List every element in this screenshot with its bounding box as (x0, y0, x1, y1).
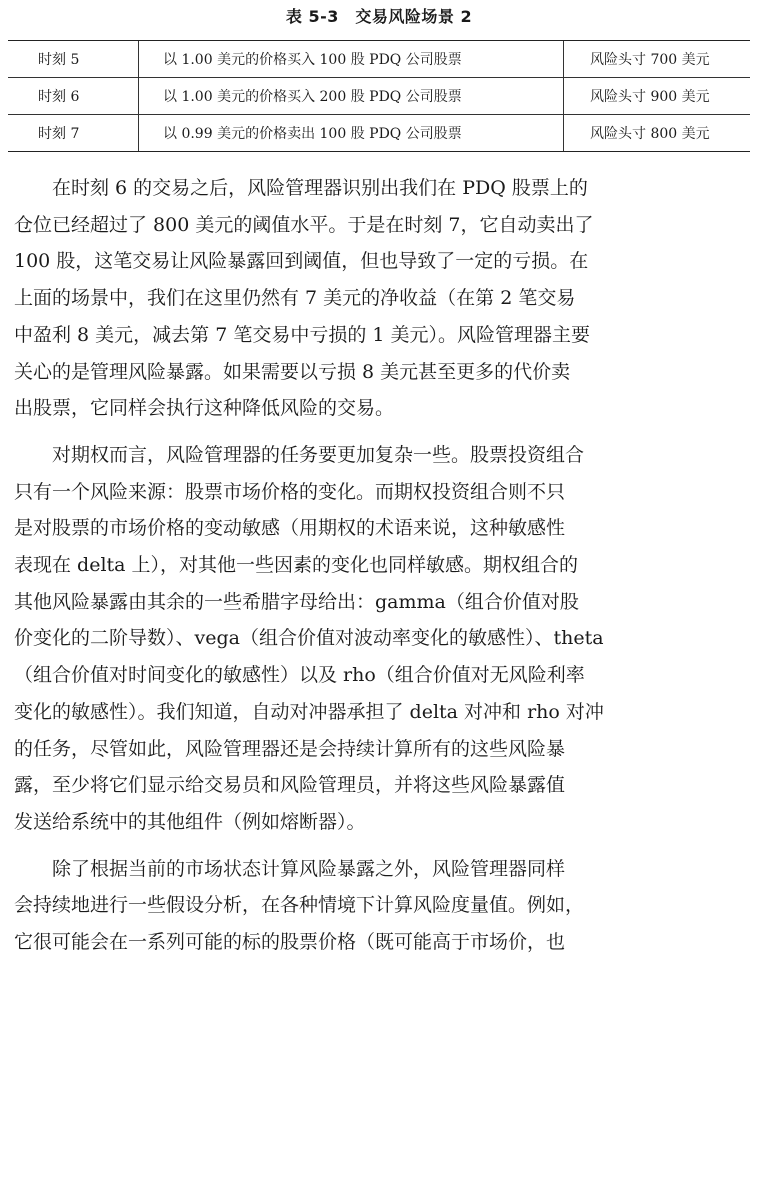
text-line: 价变化的二阶导数）、vega（组合价值对波动率变化的敏感性）、theta (14, 627, 604, 650)
paragraph-2 (14, 437, 744, 841)
text-line: 中盈利 8 美元，减去第 7 笔交易中亏损的 1 美元）。风险管理器主要 (14, 323, 591, 346)
text-line: 的任务，尽管如此，风险管理器还是会持续计算所有的这些风险暴 (14, 737, 566, 760)
text-line: 仓位已经超过了 800 美元的阈值水平。于是在时刻 7，它自动卖出了 (14, 213, 594, 236)
time-cell: 时刻 7 (8, 115, 139, 152)
table-row (8, 115, 750, 152)
text-line: 它很可能会在一系列可能的标的股票价格（既可能高于市场价，也 (14, 931, 566, 954)
text-line: （组合价值对时间变化的敏感性）以及 rho（组合价值对无风险利率 (14, 664, 585, 687)
text-line: 表现在 delta 上），对其他一些因素的变化也同样敏感。期权组合的 (14, 554, 579, 577)
text-line: 100 股，这笔交易让风险暴露回到阈值，但也导致了一定的亏损。在 (14, 250, 589, 273)
action-cell: 以 1.00 美元的价格买入 100 股 PDQ 公司股票 (139, 41, 564, 78)
position-cell: 风险头寸 900 美元 (564, 78, 751, 115)
text-line: 变化的敏感性）。我们知道，自动对冲器承担了 delta 对冲和 rho 对冲 (14, 700, 604, 723)
text-line: 关心的是管理风险暴露。如果需要以亏损 8 美元甚至更多的代价卖 (14, 360, 571, 383)
risk-scenario-table (8, 40, 750, 152)
action-cell: 以 1.00 美元的价格买入 200 股 PDQ 公司股票 (139, 78, 564, 115)
text-line: 除了根据当前的市场状态计算风险暴露之外，风险管理器同样 (52, 857, 566, 880)
position-cell: 风险头寸 800 美元 (564, 115, 751, 152)
action-cell: 以 0.99 美元的价格卖出 100 股 PDQ 公司股票 (139, 115, 564, 152)
table-row (8, 78, 750, 115)
table-caption: 表 5-3 交易风险场景 2 (285, 7, 473, 26)
paragraph-3 (14, 851, 744, 961)
text-line: 出股票，它同样会执行这种降低风险的交易。 (14, 397, 395, 420)
text-line: 只有一个风险来源：股票市场价格的变化。而期权投资组合则不只 (14, 480, 566, 503)
body-text (14, 170, 744, 971)
text-line: 对期权而言，风险管理器的任务要更加复杂一些。股票投资组合 (52, 443, 585, 466)
time-cell: 时刻 6 (8, 78, 139, 115)
time-cell: 时刻 5 (8, 41, 139, 78)
text-line: 上面的场景中，我们在这里仍然有 7 美元的净收益（在第 2 笔交易 (14, 287, 576, 310)
text-line: 发送给系统中的其他组件（例如熔断器）。 (14, 810, 366, 833)
position-cell: 风险头寸 700 美元 (564, 41, 751, 78)
text-line: 其他风险暴露由其余的一些希腊字母给出：gamma（组合价值对股 (14, 590, 579, 613)
text-line: 是对股票的市场价格的变动敏感（用期权的术语来说，这种敏感性 (14, 517, 566, 540)
text-line: 会持续地进行一些假设分析，在各种情境下计算风险度量值。例如， (14, 894, 585, 917)
text-line: 在时刻 6 的交易之后，风险管理器识别出我们在 PDQ 股票上的 (52, 177, 588, 199)
paragraph-1 (14, 170, 744, 427)
text-line: 露，至少将它们显示给交易员和风险管理员，并将这些风险暴露值 (14, 774, 566, 797)
table-row (8, 41, 750, 78)
